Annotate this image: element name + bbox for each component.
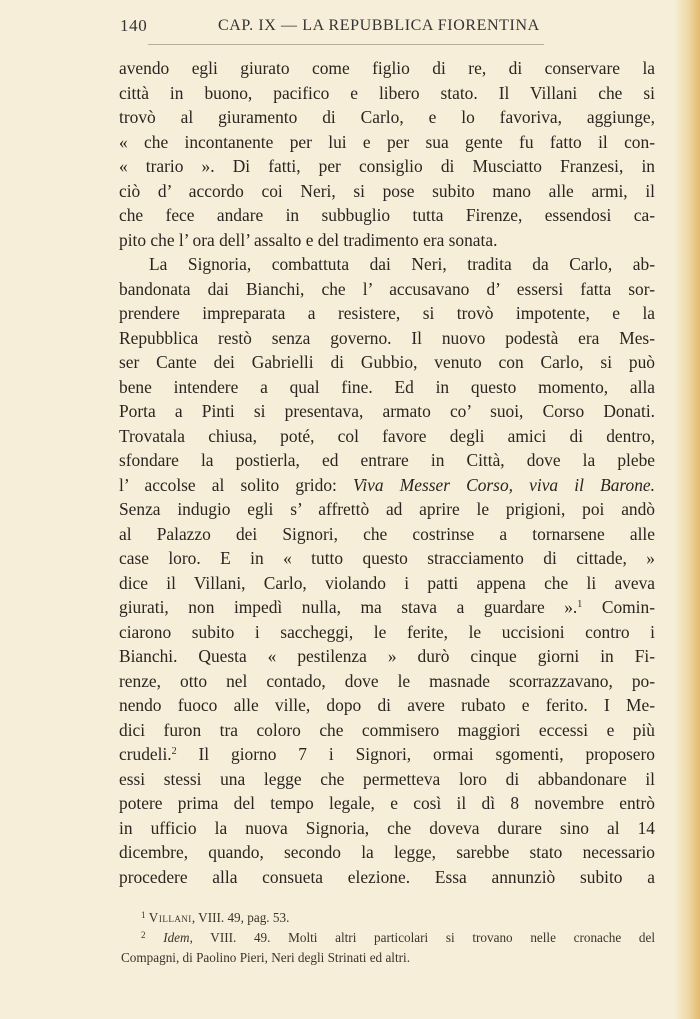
text-segment: l’ accolse al solito grido: — [119, 474, 337, 495]
text-line: sfondare la postierla, ed entrare in Città, dove la plebe — [119, 450, 655, 470]
text-segment: crudeli. — [119, 744, 172, 764]
footnote-text: , VIII. 49. Molti altri particolari si trovano nelle cronache del — [189, 930, 655, 945]
text-line: potere prima del tempo legale, e così il dì 8 novembre entrò — [119, 793, 655, 813]
text-line: ciò d’ accordo coi Neri, si pose subito mano alle armi, il — [119, 180, 655, 201]
text-line: trovò al giuramento di Carlo, e lo favoriva, aggiunge, — [119, 107, 655, 127]
text-line: « che incontanente per lui e per sua gente fu fatto il con- — [119, 131, 655, 152]
footnote-mark: 2 — [141, 930, 146, 940]
text-line: procedere alla consueta elezione. Essa annunziò subito a — [119, 866, 655, 887]
text-line: avendo egli giurato come figlio di re, di conservare la — [119, 58, 655, 78]
text-line: essi stessi una legge che permetteva loro di abbandonare il — [119, 768, 655, 789]
text-line — [119, 595, 655, 620]
text-line: dici furon tra coloro che commisero maggiori eccessi e più — [119, 719, 655, 740]
text-line: pito che l’ ora dell’ assalto e del tradimento era sonata. — [119, 229, 498, 250]
page-number: 140 — [120, 16, 148, 35]
text-line: Porta a Pinti si presentava, armato co’ suoi, Corso Donati. — [119, 401, 655, 421]
text-line: nendo fuoco alle ville, dopo di avere rubato e ferito. I Me- — [119, 695, 655, 715]
footnote-1 — [119, 908, 655, 928]
footnote-text: , VIII. 49, pag. 53. — [191, 910, 290, 925]
text-line: ciarono subito i saccheggi, le ferite, le uccisioni contro i — [119, 621, 655, 642]
text-line: città in buono, pacifico e libero stato. Il Villani che si — [119, 82, 655, 103]
text-line: in ufficio la nuova Signoria, che doveva durare sino al 14 — [119, 817, 655, 838]
text-line: Repubblica restò senza governo. Il nuovo podestà era Mes- — [119, 327, 655, 348]
text-line: Bianchi. Questa « pestilenza » durò cinque giorni in Fi- — [119, 646, 655, 666]
text-segment: giurati, non impedì nulla, ma stava a guardare ». — [119, 597, 578, 617]
text-line — [119, 473, 655, 498]
text-line: ser Cante dei Gabrielli di Gubbio, venuto con Carlo, si può — [119, 352, 655, 372]
footnote-author: Villani — [148, 910, 192, 925]
text-line: dice il Villani, Carlo, violando i patti appena che li aveva — [119, 572, 655, 593]
text-line: prendere impreparata a resistere, si trovò impotente, e la — [119, 303, 655, 323]
footnotes — [119, 908, 655, 968]
footnote-2 — [119, 928, 655, 948]
running-title: CAP. IX — LA REPUBBLICA FIORENTINA — [218, 17, 540, 34]
text-line: renze, otto nel contado, dove le masnade scorrazzavano, po- — [119, 670, 655, 691]
page-edge-shading — [674, 0, 700, 1019]
text-line: dicembre, quando, secondo la legge, sarebbe stato necessario — [119, 842, 655, 862]
text-line: « trario ». Di fatti, per consiglio di Musciatto Franzesi, in — [119, 156, 655, 176]
text-line — [119, 742, 655, 767]
footnote-idem: Idem — [163, 930, 190, 945]
text-segment: Comin- — [582, 597, 655, 617]
footnote-ref-2: 2 — [171, 746, 177, 757]
footnote-mark: 1 — [141, 910, 146, 920]
text-segment: Il giorno 7 i Signori, ormai sgomenti, proposero — [176, 744, 655, 764]
text-line: Senza indugio egli s’ affrettò ad aprire le prigioni, poi andò — [119, 499, 655, 519]
text-line: case loro. E in « tutto questo stracciamento di cittade, » — [119, 548, 655, 568]
text-line: Trovatala chiusa, poté, col favore degli amici di dentro, — [119, 425, 655, 446]
footnote-ref-1: 1 — [577, 599, 583, 610]
footnote-2-continuation: Compagni, di Paolino Pieri, Neri degli Strinati ed altri. — [121, 950, 410, 965]
text-line: bandonata dai Bianchi, che l’ accusavano d’ essersi fatta sor- — [119, 278, 655, 299]
header-rule — [148, 44, 544, 45]
text-line: La Signoria, combattuta dai Neri, tradita da Carlo, ab- — [149, 254, 655, 274]
italic-quote: Viva Messer Corso, viva il Barone. — [353, 474, 655, 495]
body-text — [119, 56, 655, 889]
running-header — [120, 16, 554, 38]
text-line: bene intendere a qual fine. Ed in questo momento, alla — [119, 376, 655, 397]
text-line: che fece andare in subbuglio tutta Firenze, essendosi ca- — [119, 205, 655, 225]
text-line: al Palazzo dei Signori, che costrinse a tornarsene alle — [119, 523, 655, 544]
